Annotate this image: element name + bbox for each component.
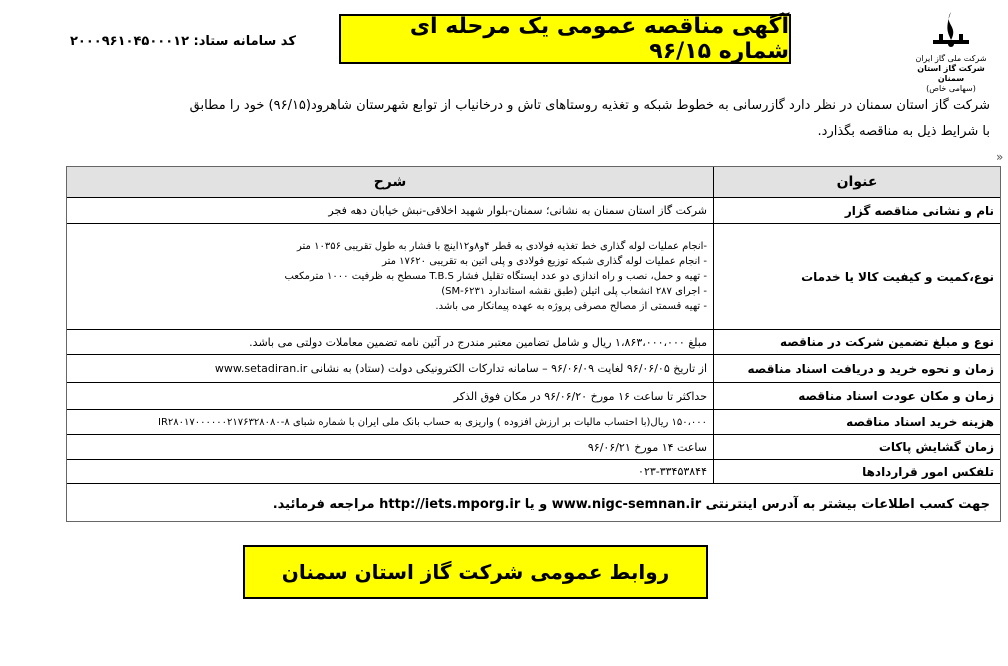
intro-line-2: با شرایط ذیل به مناقصه بگذارد.: [817, 124, 990, 139]
tender-title-box: [339, 14, 791, 64]
setad-code: کد سامانه ستاد: ۲۰۰۰۹۶۱۰۴۵۰۰۰۱۲: [70, 34, 296, 49]
row-label: نوع و مبلغ تضمین شرکت در مناقصه: [714, 330, 1001, 355]
row-value: مبلغ ۱،۸۶۳،۰۰۰،۰۰۰ ریال و شامل تضامین معتبر مندرج در آئین نامه تضمین معاملات دولتی می باشد.: [67, 330, 714, 355]
row-label: نوع،کمیت و کیفیت کالا یا خدمات: [714, 224, 1001, 330]
header-title: عنوان: [714, 167, 1001, 198]
company-logo: [910, 10, 992, 92]
tender-title: آگهی مناقصه عمومی یک مرحله ای شماره ۹۶/۱۵: [409, 14, 789, 64]
row-label: زمان گشایش پاکات: [714, 435, 1001, 460]
row-label: هزینه خرید اسناد مناقصه: [714, 410, 1001, 435]
corner-mark: »: [996, 150, 1004, 164]
row-value: ۰۲۳-۳۳۴۵۳۸۴۴: [67, 460, 714, 484]
row-value: شرکت گاز استان سمنان به نشانی؛ سمنان-بلوار شهید اخلاقی-نبش خیابان دهه فجر: [67, 198, 714, 224]
gas-flame-icon: [929, 10, 973, 50]
public-relations-label: روابط عمومی شرکت گاز استان سمنان: [281, 560, 670, 584]
scope-item: - انجام عملیات لوله گذاری شبکه توزیع فولادی و پلی اتین به تقریبی ۱۷۶۲۰ متر: [382, 256, 707, 267]
row-label: نام و نشانی مناقصه گزار: [714, 198, 1001, 224]
logo-line-2: شرکت گاز استان سمنان: [917, 64, 985, 83]
table-frame: [66, 166, 1001, 522]
scope-item: -انجام عملیات لوله گذاری خط تغذیه فولادی به قطر ۴و۸و۱۲اینچ با فشار به طول تقریبی ۱۰۳۵۶ متر: [297, 241, 707, 252]
row-value: ساعت ۱۴ مورخ ۹۶/۰۶/۲۱: [67, 435, 714, 460]
row-label: زمان و نحوه خرید و دریافت اسناد مناقصه: [714, 355, 1001, 383]
footer-info: جهت کسب اطلاعات بیشتر به آدرس اینترنتی www.nigc-semnan.ir و یا http://iets.mporg.ir مراجعه فرمائید.: [272, 497, 990, 512]
scope-item: - تهیه و حمل، نصب و راه اندازی دو عدد ایستگاه تقلیل فشار T.B.S مسطح به ظرفیت ۱۰۰۰ مترمکعب: [284, 271, 707, 282]
logo-line-1: شرکت ملی گاز ایران: [915, 54, 987, 63]
row-value: ۱۵۰،۰۰۰ ریال(با احتساب مالیات بر ارزش افزوده ) واریزی به حساب بانک ملی ایران با شماره شبای IR۲۸۰۱۷۰۰۰۰۰۰۲۱۷۶۳۲۸۰۸۰-۸: [67, 410, 714, 435]
logo-line-3: (سهامی خاص): [926, 84, 976, 93]
public-relations-box: [243, 545, 708, 599]
row-label: تلفکس امور قراردادها: [714, 460, 1001, 484]
intro-line-1: شرکت گاز استان سمنان در نظر دارد گازرسانی به خطوط شبکه و تغذیه روستاهای تاش و درخانیاب از توابع شهرستان شاهرود(۹۶/۱۵) خود را مطابق: [189, 98, 990, 113]
scope-item: - اجرای ۲۸۷ انشعاب پلی اتیلن (طبق نقشه استاندارد SM-۶۲۳۱): [441, 286, 707, 297]
scope-item: - تهیه قسمتی از مصالح مصرفی پروژه به عهده پیمانکار می باشد.: [435, 301, 707, 312]
row-value: از تاریخ ۹۶/۰۶/۰۵ لغایت ۹۶/۰۶/۰۹ – سامانه تدارکات الکترونیکی دولت (ستاد) به نشانی www.setadiran.ir: [67, 355, 714, 383]
row-value: حداکثر تا ساعت ۱۶ مورخ ۹۶/۰۶/۲۰ در مکان فوق الذکر: [67, 383, 714, 410]
header-description: شرح: [67, 167, 714, 198]
row-label: زمان و مکان عودت اسناد مناقصه: [714, 383, 1001, 410]
